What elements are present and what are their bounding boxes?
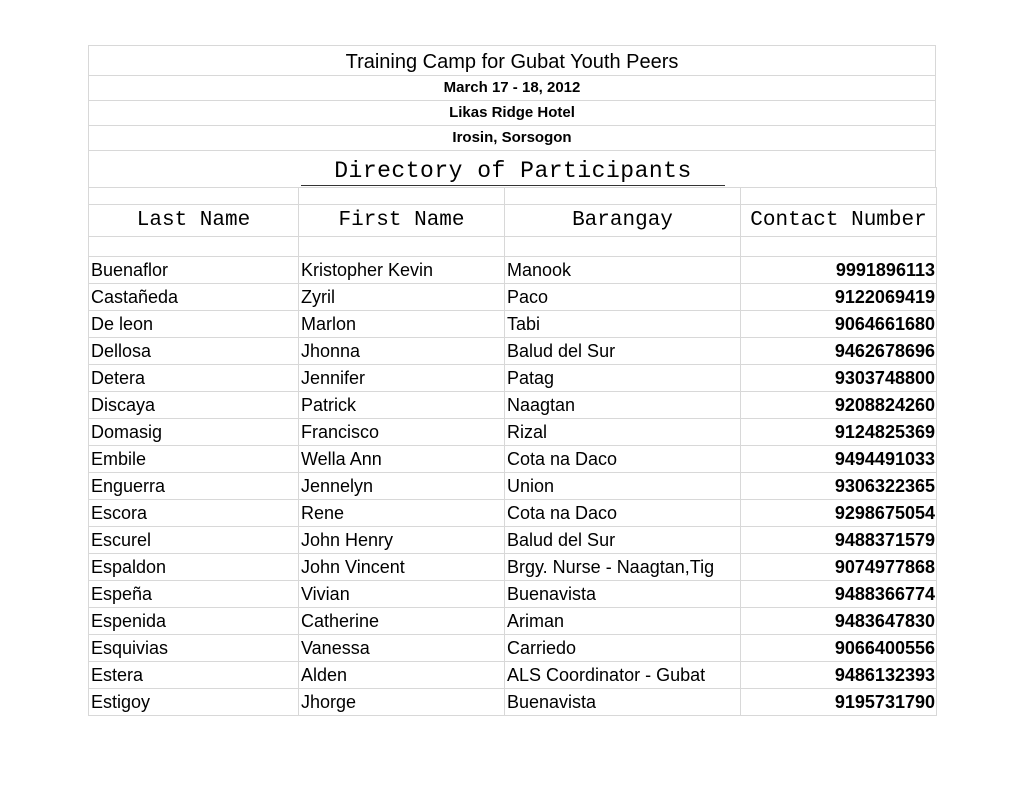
first-name-cell: Patrick <box>299 392 505 419</box>
table-row <box>89 635 937 662</box>
barangay-cell: Rizal <box>505 419 741 446</box>
barangay-cell: Buenavista <box>505 581 741 608</box>
last-name-cell: Discaya <box>89 392 299 419</box>
table-row <box>89 689 937 716</box>
barangay-cell: Naagtan <box>505 392 741 419</box>
first-name-cell: Vanessa <box>299 635 505 662</box>
table-row <box>89 311 937 338</box>
first-name-cell: John Henry <box>299 527 505 554</box>
directory-title-row <box>88 150 936 187</box>
first-name-cell: Kristopher Kevin <box>299 257 505 284</box>
barangay-cell: Union <box>505 473 741 500</box>
barangay-cell: ALS Coordinator - Gubat <box>505 662 741 689</box>
contact-number-cell: 9303748800 <box>741 365 937 392</box>
first-name-cell: Jhonna <box>299 338 505 365</box>
contact-number-cell: 9486132393 <box>741 662 937 689</box>
barangay-cell: Patag <box>505 365 741 392</box>
contact-number-cell: 9122069419 <box>741 284 937 311</box>
column-header-contact-number: Contact Number <box>741 205 937 237</box>
contact-number-cell: 9064661680 <box>741 311 937 338</box>
barangay-cell: Manook <box>505 257 741 284</box>
first-name-cell: Marlon <box>299 311 505 338</box>
spacer-row <box>89 237 937 257</box>
column-header-row <box>89 205 937 237</box>
first-name-cell: Jennifer <box>299 365 505 392</box>
last-name-cell: Castañeda <box>89 284 299 311</box>
empty-cell <box>299 237 505 257</box>
contact-number-cell: 9494491033 <box>741 446 937 473</box>
first-name-cell: Rene <box>299 500 505 527</box>
barangay-cell: Ariman <box>505 608 741 635</box>
table-row <box>89 284 937 311</box>
last-name-cell: De leon <box>89 311 299 338</box>
contact-number-cell: 9208824260 <box>741 392 937 419</box>
first-name-cell: Jennelyn <box>299 473 505 500</box>
contact-number-cell: 9991896113 <box>741 257 937 284</box>
barangay-cell: Brgy. Nurse - Naagtan,Tig <box>505 554 741 581</box>
table-row <box>89 392 937 419</box>
barangay-cell: Cota na Daco <box>505 500 741 527</box>
last-name-cell: Domasig <box>89 419 299 446</box>
table-row <box>89 365 937 392</box>
table-row <box>89 473 937 500</box>
table-row <box>89 662 937 689</box>
last-name-cell: Escurel <box>89 527 299 554</box>
contact-number-cell: 9074977868 <box>741 554 937 581</box>
barangay-cell: Buenavista <box>505 689 741 716</box>
contact-number-cell: 9066400556 <box>741 635 937 662</box>
first-name-cell: Francisco <box>299 419 505 446</box>
contact-number-cell: 9488371579 <box>741 527 937 554</box>
contact-number-cell: 9124825369 <box>741 419 937 446</box>
barangay-cell: Tabi <box>505 311 741 338</box>
first-name-cell: Jhorge <box>299 689 505 716</box>
contact-number-cell: 9462678696 <box>741 338 937 365</box>
last-name-cell: Embile <box>89 446 299 473</box>
table-row <box>89 500 937 527</box>
barangay-cell: Balud del Sur <box>505 527 741 554</box>
first-name-cell: Catherine <box>299 608 505 635</box>
first-name-cell: John Vincent <box>299 554 505 581</box>
spacer-row <box>89 188 937 205</box>
empty-cell <box>741 188 937 205</box>
empty-cell <box>505 188 741 205</box>
last-name-cell: Espaldon <box>89 554 299 581</box>
event-location: Irosin, Sorsogon <box>452 129 572 146</box>
table-row <box>89 527 937 554</box>
empty-cell <box>89 237 299 257</box>
empty-cell <box>741 237 937 257</box>
last-name-cell: Espenida <box>89 608 299 635</box>
column-header-first-name: First Name <box>299 205 505 237</box>
header-date-row <box>88 75 936 100</box>
contact-number-cell: 9306322365 <box>741 473 937 500</box>
last-name-cell: Estigoy <box>89 689 299 716</box>
first-name-cell: Wella Ann <box>299 446 505 473</box>
spreadsheet <box>88 45 936 716</box>
barangay-cell: Balud del Sur <box>505 338 741 365</box>
last-name-cell: Escora <box>89 500 299 527</box>
barangay-cell: Paco <box>505 284 741 311</box>
event-title: Training Camp for Gubat Youth Peers <box>345 51 679 73</box>
column-header-last-name: Last Name <box>89 205 299 237</box>
header-location-row <box>88 125 936 150</box>
table-row <box>89 419 937 446</box>
last-name-cell: Buenaflor <box>89 257 299 284</box>
directory-title: Directory of Participants <box>301 158 725 186</box>
first-name-cell: Vivian <box>299 581 505 608</box>
last-name-cell: Espeña <box>89 581 299 608</box>
event-venue: Likas Ridge Hotel <box>449 104 575 121</box>
barangay-cell: Cota na Daco <box>505 446 741 473</box>
column-header-barangay: Barangay <box>505 205 741 237</box>
participants-table <box>88 187 937 716</box>
event-date: March 17 - 18, 2012 <box>443 79 581 96</box>
table-row <box>89 257 937 284</box>
header-venue-row <box>88 100 936 125</box>
table-row <box>89 554 937 581</box>
table-row <box>89 608 937 635</box>
last-name-cell: Detera <box>89 365 299 392</box>
barangay-cell: Carriedo <box>505 635 741 662</box>
first-name-cell: Zyril <box>299 284 505 311</box>
last-name-cell: Esquivias <box>89 635 299 662</box>
empty-cell <box>89 188 299 205</box>
empty-cell <box>505 237 741 257</box>
empty-cell <box>299 188 505 205</box>
table-row <box>89 581 937 608</box>
contact-number-cell: 9488366774 <box>741 581 937 608</box>
contact-number-cell: 9298675054 <box>741 500 937 527</box>
table-row <box>89 446 937 473</box>
last-name-cell: Estera <box>89 662 299 689</box>
last-name-cell: Enguerra <box>89 473 299 500</box>
table-row <box>89 338 937 365</box>
first-name-cell: Alden <box>299 662 505 689</box>
contact-number-cell: 9195731790 <box>741 689 937 716</box>
header-title-row <box>88 45 936 75</box>
contact-number-cell: 9483647830 <box>741 608 937 635</box>
last-name-cell: Dellosa <box>89 338 299 365</box>
